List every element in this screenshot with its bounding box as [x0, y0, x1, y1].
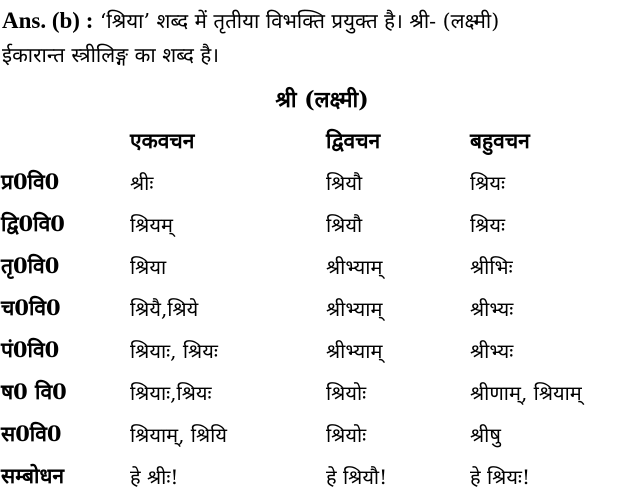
- cell-plural: श्रियः: [470, 212, 505, 237]
- case-label: पं0वि0: [1, 337, 60, 362]
- cell-dual: श्रियौ: [326, 170, 363, 195]
- table-row: [0, 203, 644, 245]
- case-label: तृ0वि0: [1, 253, 60, 278]
- answer-line-1-text: ‘श्रिया’ शब्द में तृतीया विभक्ति प्रयुक्त है। श्री- (लक्ष्मी): [99, 9, 500, 33]
- cell-plural: श्रीभिः: [470, 254, 513, 279]
- cell-dual: श्रियौ: [326, 212, 363, 237]
- answer-line-1: [2, 4, 642, 38]
- table-row: [0, 455, 644, 497]
- column-header-row: [0, 121, 644, 161]
- cell-dual: हे श्रियौ!: [326, 464, 388, 489]
- cell-singular: श्रियाम्, श्रियि: [130, 422, 227, 447]
- answer-paragraph: [2, 4, 642, 72]
- cell-singular: श्रिया: [130, 254, 167, 279]
- table-row: [0, 287, 644, 329]
- column-header-singular: एकवचन: [130, 128, 195, 153]
- cell-plural: श्रीणाम्, श्रियाम्: [470, 380, 582, 405]
- cell-dual: श्रियोः: [326, 380, 367, 405]
- cell-singular: श्रीः: [130, 170, 154, 195]
- case-label: च0वि0: [1, 295, 61, 320]
- corner-cell: [0, 121, 130, 161]
- cell-singular: श्रियै,श्रिये: [130, 296, 199, 321]
- cell-dual: श्रीभ्याम्: [326, 254, 383, 279]
- declension-table: [0, 121, 644, 497]
- table-title: श्री (लक्ष्मी): [275, 87, 369, 113]
- answer-label: Ans. (b) :: [2, 8, 94, 33]
- cell-dual: श्रियोः: [326, 422, 367, 447]
- cell-singular: श्रियाः,श्रियः: [130, 380, 212, 405]
- cell-dual: श्रीभ्याम्: [326, 338, 383, 363]
- cell-plural: हे श्रियः!: [470, 464, 530, 489]
- table-row: [0, 161, 644, 203]
- table-row: [0, 371, 644, 413]
- table-row: [0, 329, 644, 371]
- case-label: ष0 वि0: [1, 379, 67, 404]
- answer-line-2: ईकारान्त स्त्रीलिङ्ग का शब्द है।: [2, 43, 220, 67]
- table-row: [0, 245, 644, 287]
- case-label: सम्बोधन: [1, 463, 65, 488]
- cell-plural: श्रीभ्यः: [470, 296, 514, 321]
- case-label: स0वि0: [1, 421, 62, 446]
- cell-singular: श्रियाः, श्रियः: [130, 338, 218, 363]
- case-label: द्वि0वि0: [1, 211, 65, 236]
- case-label: प्र0वि0: [1, 169, 60, 194]
- cell-plural: श्रियः: [470, 170, 505, 195]
- column-header-plural: बहुवचन: [470, 128, 530, 153]
- cell-singular: हे श्रीः!: [130, 464, 179, 489]
- cell-singular: श्रियम्: [130, 212, 173, 237]
- column-header-dual: द्विवचन: [326, 128, 381, 153]
- cell-dual: श्रीभ्याम्: [326, 296, 383, 321]
- cell-plural: श्रीभ्यः: [470, 338, 514, 363]
- cell-plural: श्रीषु: [470, 422, 501, 447]
- table-row: [0, 413, 644, 455]
